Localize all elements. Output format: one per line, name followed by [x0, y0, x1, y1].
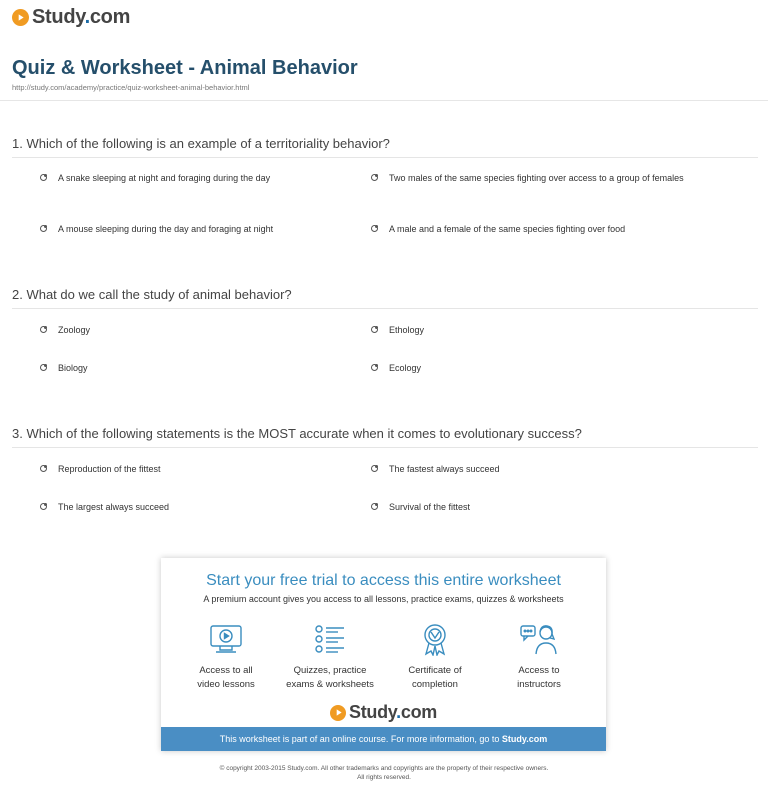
- answer-option[interactable]: [40, 324, 358, 336]
- answer-label: A mouse sleeping during the day and foraging at night: [58, 224, 274, 234]
- answer-option[interactable]: [371, 223, 689, 235]
- question-3: [12, 426, 758, 448]
- course-info-bar[interactable]: [161, 727, 606, 751]
- question-1: [12, 136, 758, 158]
- answer-option[interactable]: [371, 463, 689, 475]
- certificate-icon: [385, 622, 485, 656]
- radio-icon[interactable]: [40, 503, 47, 510]
- answer-label: A snake sleeping at night and foraging during the day: [58, 173, 271, 183]
- radio-icon[interactable]: [40, 364, 47, 371]
- radio-icon[interactable]: [40, 326, 47, 333]
- answer-option[interactable]: [40, 362, 358, 374]
- question-text: 1. Which of the following is an example of a territoriality behavior?: [12, 136, 758, 158]
- answer-option[interactable]: [371, 172, 689, 184]
- answer-label: The largest always succeed: [58, 502, 170, 512]
- answer-label: Ecology: [389, 363, 422, 373]
- feature-label: Certificate of completion: [408, 665, 462, 690]
- page-url[interactable]: http://study.com/academy/practice/quiz-worksheet-animal-behavior.html: [12, 83, 250, 92]
- radio-icon[interactable]: [371, 326, 378, 333]
- answer-label: Ethology: [389, 325, 425, 335]
- feature-label: Access to all video lessons: [197, 665, 255, 690]
- promo-subtitle: A premium account gives you access to all lessons, practice exams, quizzes & worksheets: [203, 594, 564, 604]
- radio-icon[interactable]: [40, 174, 47, 181]
- copyright-line: © copyright 2003-2015 Study.com. All other trademarks and copyrights are the property of their respective owners.: [219, 765, 549, 772]
- radio-icon[interactable]: [371, 465, 378, 472]
- answer-option[interactable]: [371, 324, 689, 336]
- question-text: 2. What do we call the study of animal behavior?: [12, 287, 758, 309]
- answer-option[interactable]: [371, 362, 689, 374]
- answer-label: Zoology: [58, 325, 91, 335]
- logo-wordmark: Study.com: [32, 6, 131, 28]
- study-logo[interactable]: [12, 6, 130, 29]
- play-logo-icon: [330, 705, 346, 721]
- answer-option[interactable]: [40, 223, 358, 235]
- promo-study-logo[interactable]: [161, 702, 606, 723]
- feature-video-lessons: [176, 622, 276, 692]
- radio-icon[interactable]: [40, 465, 47, 472]
- rights-line: All rights reserved.: [357, 774, 411, 781]
- logo-wordmark: Study.com: [349, 702, 437, 722]
- radio-icon[interactable]: [371, 174, 378, 181]
- feature-quizzes: [280, 622, 380, 692]
- radio-icon[interactable]: [40, 225, 47, 232]
- quiz-list-icon: [280, 622, 380, 656]
- answer-option[interactable]: [40, 501, 358, 513]
- question-2: [12, 287, 758, 309]
- play-logo-icon: [12, 9, 29, 26]
- answer-option[interactable]: [40, 463, 358, 475]
- free-trial-promo[interactable]: [161, 558, 606, 751]
- radio-icon[interactable]: [371, 225, 378, 232]
- answer-option[interactable]: [371, 501, 689, 513]
- feature-instructors: [489, 622, 589, 692]
- feature-label: Access to instructors: [517, 665, 561, 690]
- study-link[interactable]: Study.com: [501, 734, 548, 744]
- course-info-text: This worksheet is part of an online course. For more information, go to: [219, 734, 502, 744]
- video-lesson-icon: [176, 622, 276, 656]
- answer-label: Reproduction of the fittest: [58, 464, 161, 474]
- radio-icon[interactable]: [371, 503, 378, 510]
- feature-certificate: [385, 622, 485, 692]
- answer-label: Two males of the same species fighting over access to a group of females: [389, 173, 684, 183]
- answer-label: The fastest always succeed: [389, 464, 500, 474]
- promo-title[interactable]: Start your free trial to access this entire worksheet: [206, 572, 561, 589]
- instructor-icon: [489, 622, 589, 656]
- title-divider: [0, 100, 768, 101]
- radio-icon[interactable]: [371, 364, 378, 371]
- answer-option[interactable]: [40, 172, 358, 184]
- answer-label: A male and a female of the same species fighting over food: [389, 224, 626, 234]
- copyright-footer: [0, 764, 768, 782]
- page-title: Quiz & Worksheet - Animal Behavior: [12, 57, 358, 79]
- answer-label: Survival of the fittest: [389, 502, 471, 512]
- answer-label: Biology: [58, 363, 88, 373]
- question-text: 3. Which of the following statements is the MOST accurate when it comes to evolutionary success?: [12, 426, 758, 448]
- feature-label: Quizzes, practice exams & worksheets: [286, 665, 374, 690]
